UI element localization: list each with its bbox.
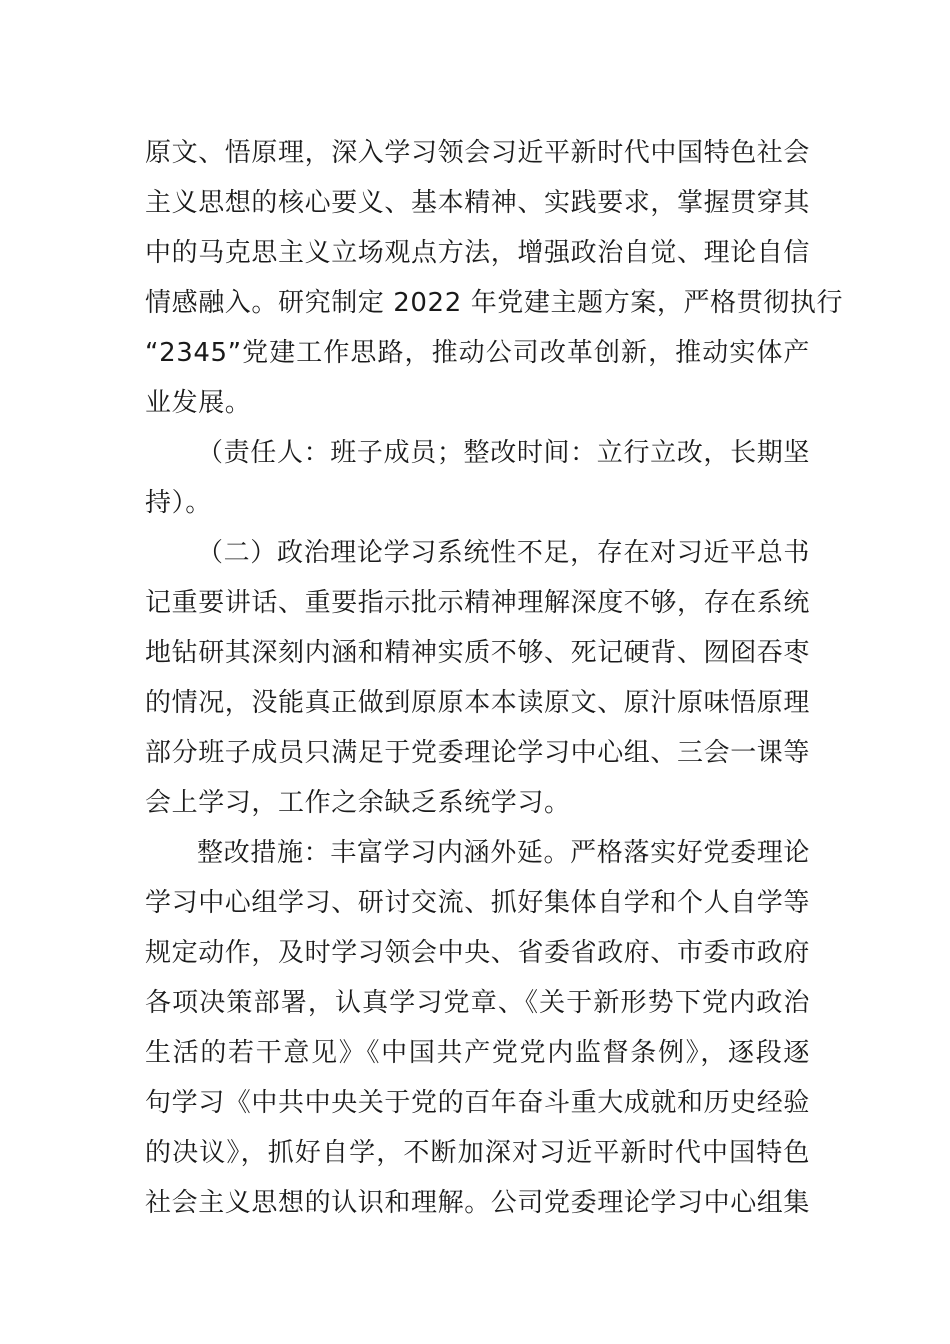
text-line: 生活的若干意见》《中国共产党党内监督条例》，逐段逐: [145, 1038, 810, 1068]
text-line: 各项决策部署，认真学习党章、《关于新形势下党内政治: [145, 988, 810, 1018]
text-line: “2345”党建工作思路，推动公司改革创新，推动实体产: [145, 338, 810, 368]
text-line: 学习中心组学习、研讨交流、抓好集体自学和个人自学等: [145, 888, 811, 918]
text-line: 地钻研其深刻内涵和精神实质不够、死记硬背、囫囵吞枣: [145, 638, 811, 668]
text-line: 主义思想的核心要义、基本精神、实践要求，掌握贯穿其: [145, 188, 811, 218]
text-line: 原文、悟原理，深入学习领会习近平新时代中国特色社会: [145, 138, 811, 168]
document-body: [145, 128, 844, 1228]
text-line: 部分班子成员只满足于党委理论学习中心组、三会一课等: [145, 738, 811, 768]
text-line: 情感融入。研究制定 2022 年党建主题方案，严格贯彻执行: [145, 288, 844, 318]
text-line: 规定动作，及时学习领会中央、省委省政府、市委市政府: [145, 938, 811, 968]
text-line: 的决议》，抓好自学，不断加深对习近平新时代中国特色: [145, 1138, 810, 1168]
text-line: 社会主义思想的认识和理解。公司党委理论学习中心组集: [145, 1188, 811, 1218]
text-line: 会上学习，工作之余缺乏系统学习。: [145, 788, 571, 818]
text-line: 持）。: [145, 488, 212, 518]
text-line: （二）政治理论学习系统性不足，存在对习近平总书: [197, 538, 810, 568]
text-line: 记重要讲话、重要指示批示精神理解深度不够，存在系统: [145, 588, 811, 618]
text-line: 句学习《中共中央关于党的百年奋斗重大成就和历史经验: [145, 1088, 811, 1118]
text-line: 整改措施：丰富学习内涵外延。严格落实好党委理论: [197, 838, 810, 868]
text-line: 业发展。: [145, 388, 252, 418]
text-line: 中的马克思主义立场观点方法，增强政治自觉、理论自信: [145, 238, 811, 268]
text-line: 的情况，没能真正做到原原本本读原文、原汁原味悟原理: [145, 688, 811, 718]
text-line: （责任人：班子成员；整改时间：立行立改，长期坚: [197, 438, 810, 468]
